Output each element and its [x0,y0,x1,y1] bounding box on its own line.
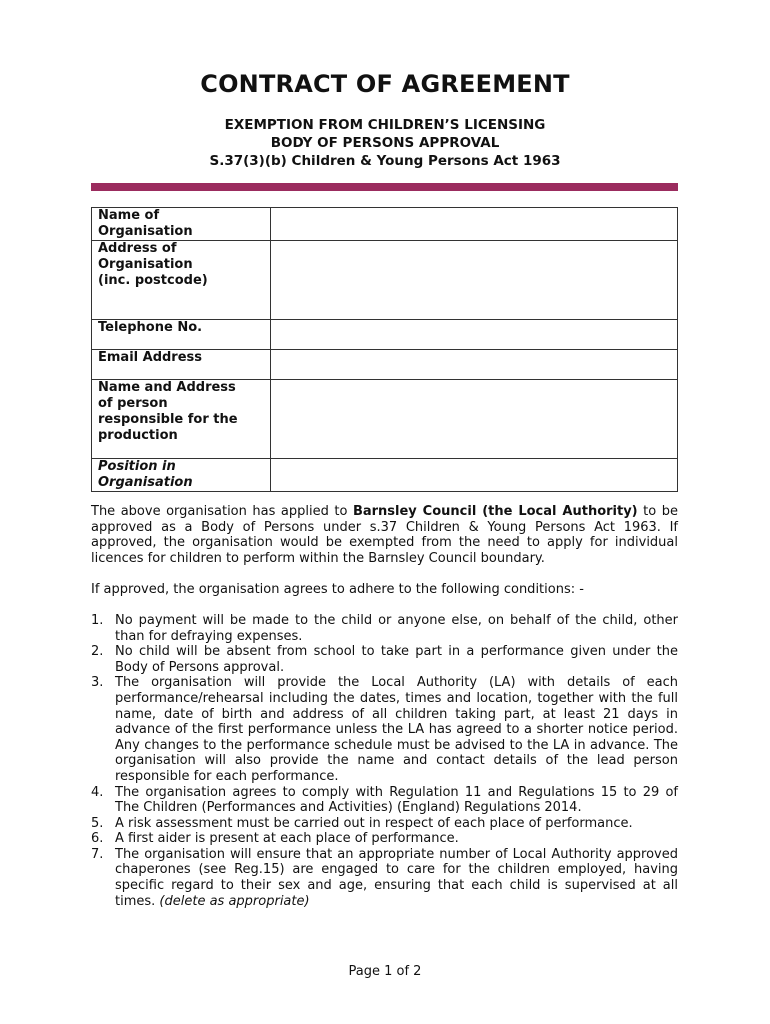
label-line: of person [98,396,168,411]
row-label [92,241,271,320]
condition-note: (delete as appropriate) [159,893,310,909]
responsible-person-field[interactable] [271,380,678,459]
organisation-name-field[interactable] [271,208,678,241]
label-line: Name and Address [98,380,236,395]
condition-text: The organisation will ensure that an appropriate number of Local Authority approved chaperones (see Reg.15) are engaged to care for the children employed, having specific regard to their sex and age, ensuring that each child is supervised at all times. [115,846,678,909]
condition-text: The organisation agrees to comply with Regulation 11 and Regulations 15 to 29 of The Children (Performances and Activities) (England) Regulations 2014. [115,784,678,816]
list-item [91,644,678,675]
row-label [92,380,271,459]
telephone-field[interactable] [271,320,678,350]
table-row [92,350,678,380]
local-authority-name: Barnsley Council (the Local Authority) [352,504,638,519]
organisation-details-table [91,207,678,492]
condition-text: A first aider is present at each place of performance. [115,831,459,847]
list-number: 3. [91,675,104,691]
intro-paragraph [91,504,678,566]
email-field[interactable] [271,350,678,380]
row-label [92,459,271,492]
label-line: Organisation [98,257,193,272]
condition-text: A risk assessment must be carried out in respect of each place of performance. [115,815,633,831]
condition-text: The organisation will provide the Local Authority (LA) with details of each performance/rehearsal including the dates, times and location, together with the full name, date of birth and address of all children taking part, at least 21 days in advance of the first performance unless the LA has agreed to a shorter notice period. Any changes to the performance schedule must be advised to the LA in advance. The organisation will also provide the name and contact details of the lead person responsible for each performance. [115,675,678,784]
subtitle-line-1: EXEMPTION FROM CHILDREN’S LICENSING [224,117,546,133]
page-number: Page 1 of 2 [348,964,422,979]
label-line: Address of [98,241,177,256]
list-item [91,831,678,847]
intro-text-start: The above organisation has applied to [91,504,353,519]
list-item [91,785,678,816]
list-number: 7. [91,846,104,862]
label-line: responsible for the [98,412,238,427]
label-line: Name of [98,208,160,223]
list-number: 4. [91,784,104,800]
intro-text-end: to be approved as a Body of Persons under s.37 Children & Young Persons Act 1963. If approved, the organisation would be exempted from the need to apply for individual licences for children to perform within the Barnsley Council boundary. [91,504,678,566]
label-line: (inc. postcode) [98,273,208,288]
row-label [92,208,271,241]
document-subtitle [0,116,770,170]
list-item [91,675,678,784]
label-line: Organisation [98,224,193,239]
header-divider [91,183,678,191]
list-item [91,847,678,909]
condition-text: No payment will be made to the child or anyone else, on behalf of the child, other than for defraying expenses. [115,612,678,644]
conditions-list [91,613,678,909]
table-row [92,241,678,320]
subtitle-line-3: S.37(3)(b) Children & Young Persons Act 1963 [209,153,561,169]
table-row [92,459,678,492]
list-number: 5. [91,815,104,831]
list-item [91,613,678,644]
position-field[interactable] [271,459,678,492]
list-number: 6. [91,831,104,847]
list-item [91,816,678,832]
conditions-intro: If approved, the organisation agrees to adhere to the following conditions: - [91,581,584,597]
row-label [92,320,271,350]
subtitle-line-2: BODY OF PERSONS APPROVAL [270,135,500,151]
list-number: 1. [91,612,104,628]
label-line: Email Address [98,350,203,365]
document-title: CONTRACT OF AGREEMENT [200,70,570,98]
list-number: 2. [91,644,104,660]
table-row [92,320,678,350]
organisation-address-field[interactable] [271,241,678,320]
condition-text: No child will be absent from school to take part in a performance given under the Body of Persons approval. [115,644,678,675]
label-line: Position in [98,459,176,474]
table-row [92,380,678,459]
label-line: Organisation [98,475,193,490]
agreement-body [91,504,678,909]
label-line: production [98,428,178,443]
row-label [92,350,271,380]
label-line: Telephone No. [98,320,203,335]
table-row [92,208,678,241]
